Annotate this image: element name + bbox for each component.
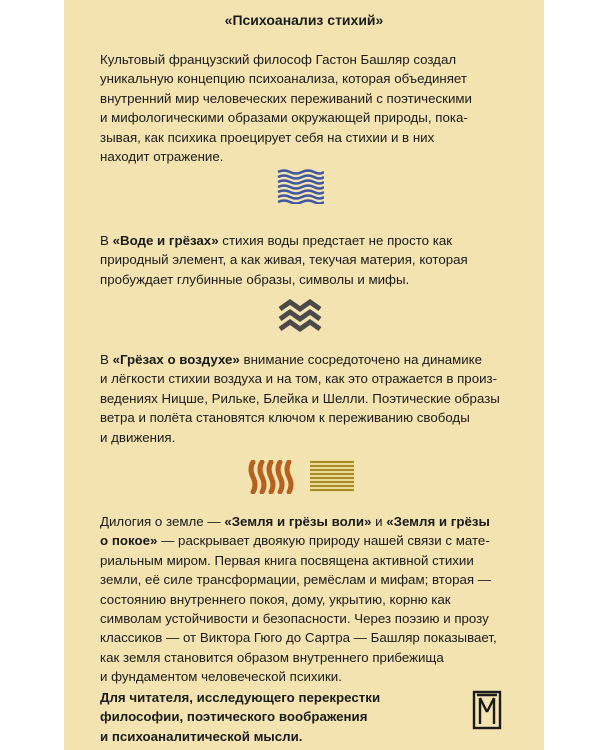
text-line: символам устойчивости и безопасности. Через поэзию и прозу bbox=[100, 611, 489, 627]
text-line: философии, поэтического воображения bbox=[100, 709, 368, 725]
closing-paragraph bbox=[100, 688, 520, 746]
text-line: и фундаментом человеческой психики. bbox=[100, 669, 342, 685]
text-line: земли, её силе трансформации, ремёслам и мифам; вторая — bbox=[100, 572, 492, 588]
text-line: В «Воде и грёзах» стихия воды предстает не просто как bbox=[100, 233, 453, 248]
water-waves-icon bbox=[276, 168, 324, 204]
intro-paragraph bbox=[100, 50, 520, 166]
text-line: зывая, как психика проецирует себя на стихии и в них bbox=[100, 129, 435, 145]
text-line: как земля становится образом внутреннего прибежища bbox=[100, 649, 444, 665]
text-line: Дилогия о земле — «Земля и грёзы воли» и «Земля и грёзы bbox=[100, 514, 490, 529]
text-line: и мифологическими образами окружающей природы, пока- bbox=[100, 110, 468, 126]
text-line: состоянию внутреннего покоя, дому, укрытию, корню как bbox=[100, 591, 451, 607]
text-line: и лёгкости стихии воздуха и на том, как это отражается в произ- bbox=[100, 371, 498, 387]
book-title: «Земля и грёзы воли» bbox=[224, 514, 372, 529]
text-line: и движения. bbox=[100, 429, 176, 445]
book-title: о покое» bbox=[100, 533, 158, 549]
water-paragraph bbox=[100, 231, 520, 289]
air-zigzag-icon bbox=[278, 299, 322, 333]
book-title: «Грёзах о воздухе» bbox=[112, 352, 240, 367]
horizontal-stripes-icon bbox=[310, 460, 354, 494]
book-title: «Земля и грёзы bbox=[386, 514, 490, 529]
text-line: риальным миром. Первая книга посвящена активной стихии bbox=[100, 552, 474, 568]
text-line: внутренний мир человеческих переживаний с поэтическими bbox=[100, 90, 472, 106]
publisher-logo-icon bbox=[472, 690, 502, 730]
text-line: находит отражение. bbox=[100, 149, 224, 165]
earth-paragraph bbox=[100, 512, 520, 687]
back-cover bbox=[64, 0, 544, 750]
text-line: Культовый французский философ Гастон Башляр создал bbox=[100, 52, 457, 67]
text-line: ведениях Ницше, Рильке, Блейка и Шелли. Поэтические образы bbox=[100, 390, 500, 406]
text-line: о покое» — раскрывает двоякую природу нашей связи с мате- bbox=[100, 533, 490, 549]
text-line: природный элемент, а как живая, текучая материя, которая bbox=[100, 252, 468, 268]
page-title: «Психоанализ стихий» bbox=[224, 12, 384, 28]
text-line: пробуждает глубинные образы, символы и мифы. bbox=[100, 271, 410, 287]
text-line: и психоаналитической мысли. bbox=[100, 728, 303, 744]
text-line: ветра и полёта становятся ключом к переживанию свободы bbox=[100, 410, 470, 426]
book-title: «Воде и грёзах» bbox=[112, 233, 219, 248]
wavy-stripes-icon bbox=[248, 460, 296, 494]
text-line: В «Грёзах о воздухе» внимание сосредоточено на динамике bbox=[100, 352, 483, 367]
text-line: Для читателя, исследующего перекрестки bbox=[100, 690, 381, 705]
text-line: уникальную концепцию психоанализа, которая объединяет bbox=[100, 71, 467, 87]
air-paragraph bbox=[100, 350, 520, 447]
text-line: классиков — от Виктора Гюго до Сартра — Башляр показывает, bbox=[100, 630, 497, 646]
